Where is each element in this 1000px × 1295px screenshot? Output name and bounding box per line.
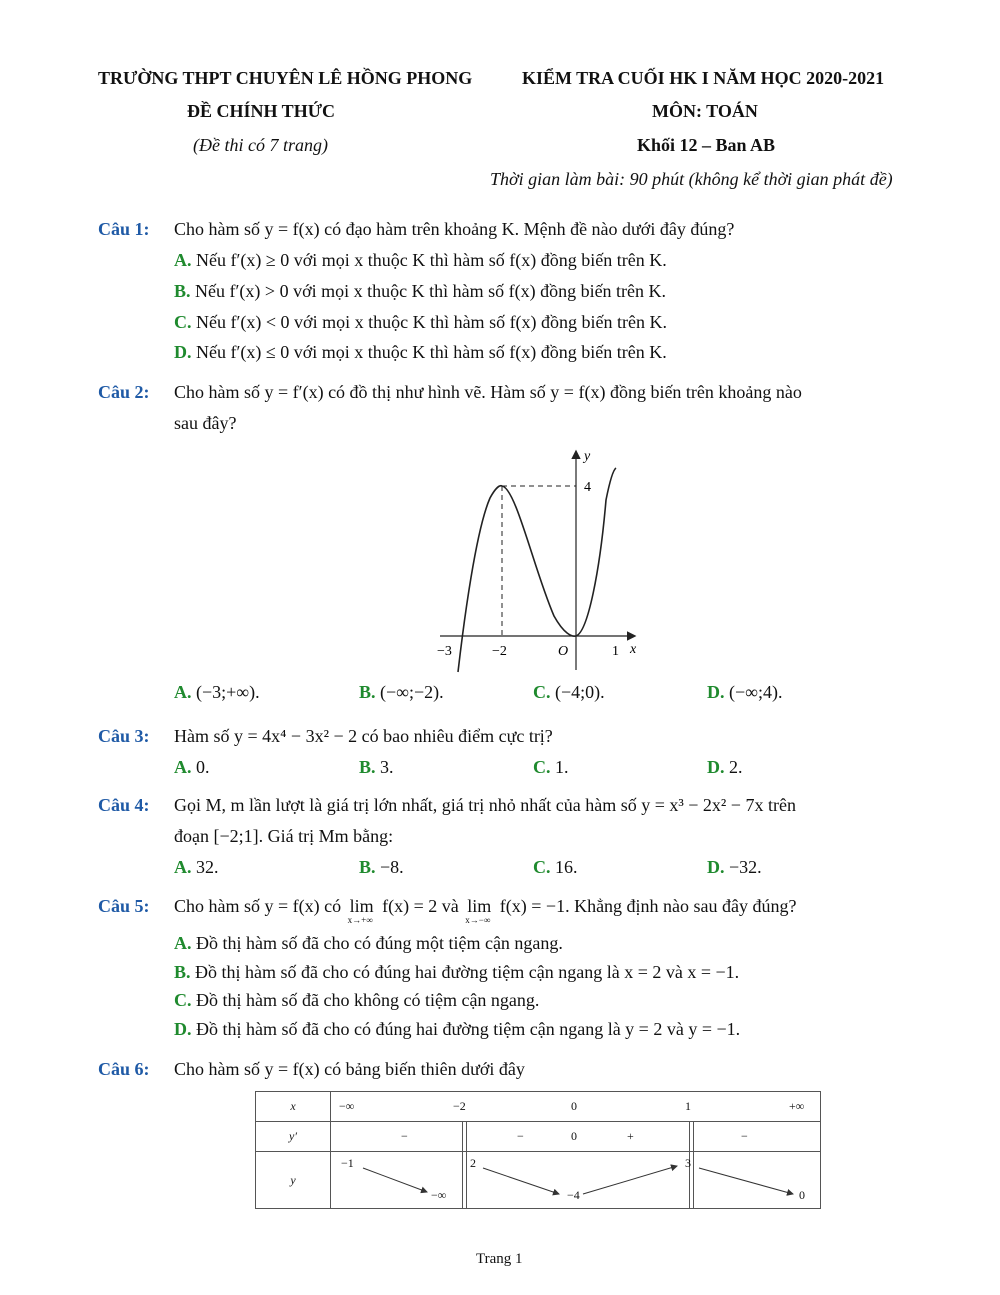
question-5-option-a[interactable]: A. Đồ thị hàm số đã cho có đúng một tiệm cận ngang. xyxy=(174,933,563,953)
y-value-3: 3 xyxy=(685,1156,691,1170)
page-count-note: (Đề thi có 7 trang) xyxy=(193,135,328,155)
question-4-option-b[interactable]: B. −8. xyxy=(359,857,404,877)
question-4-stem-line2: đoạn [−2;1]. Giá trị Mm bằng: xyxy=(174,826,394,846)
question-2-option-c[interactable]: C. (−4;0). xyxy=(533,682,605,702)
x-value-pos-inf: +∞ xyxy=(789,1099,805,1113)
limit-1: lim xyxy=(349,896,374,916)
yprime-zero: 0 xyxy=(571,1129,577,1143)
question-3-option-a[interactable]: A. 0. xyxy=(174,757,210,777)
question-4-option-c[interactable]: C. 16. xyxy=(533,857,578,877)
question-2-stem-line2: sau đây? xyxy=(174,413,237,433)
subject-label: MÔN: TOÁN xyxy=(652,101,758,121)
question-5-option-c[interactable]: C. Đồ thị hàm số đã cho không có tiệm cận ngang. xyxy=(174,990,540,1010)
question-6-stem: Cho hàm số y = f(x) có bảng biến thiên dưới đây xyxy=(174,1059,525,1079)
limit-2-subscript: x→−∞ xyxy=(465,915,491,925)
question-5-option-b[interactable]: B. Đồ thị hàm số đã cho có đúng hai đường tiệm cận ngang là x = 2 và x = −1. xyxy=(174,962,740,982)
y-row xyxy=(331,1152,821,1209)
y-value-minus-4: −4 xyxy=(567,1188,580,1202)
time-note: Thời gian làm bài: 90 phút (không kể thời gian phát đề) xyxy=(490,169,893,189)
y-tick-4: 4 xyxy=(584,480,591,495)
arrow-decrease-3 xyxy=(699,1168,793,1194)
derivative-curve xyxy=(458,468,616,672)
y-value-2: 2 xyxy=(470,1156,476,1170)
question-2-option-d[interactable]: D. (−∞;4). xyxy=(707,682,783,702)
question-3-option-b[interactable]: B. 3. xyxy=(359,757,394,777)
origin-label: O xyxy=(558,644,569,659)
limit-1-subscript: x→+∞ xyxy=(347,915,373,925)
question-4-label: Câu 4: xyxy=(98,795,150,815)
variation-table xyxy=(255,1091,821,1209)
arrow-decrease-1 xyxy=(363,1168,427,1192)
x-value-minus-2: −2 xyxy=(453,1099,466,1113)
question-2-option-b[interactable]: B. (−∞;−2). xyxy=(359,682,444,702)
question-5-label: Câu 5: xyxy=(98,896,150,916)
question-1-stem: Cho hàm số y = f(x) có đạo hàm trên khoảng K. Mệnh đề nào dưới đây đúng? xyxy=(174,219,735,239)
question-6-label: Câu 6: xyxy=(98,1059,150,1079)
variation-arrows xyxy=(331,1152,821,1209)
question-2-stem-line1: Cho hàm số y = f′(x) có đồ thị như hình vẽ. Hàm số y = f(x) đồng biến trên khoảng nào xyxy=(174,382,802,402)
x-axis-label: x xyxy=(630,642,637,657)
school-name: TRƯỜNG THPT CHUYÊN LÊ HỒNG PHONG xyxy=(98,68,473,88)
row-label-y: y xyxy=(256,1152,331,1209)
x-tick-minus-3: −3 xyxy=(437,644,452,659)
y-value-0: 0 xyxy=(799,1188,805,1202)
question-2-label: Câu 2: xyxy=(98,382,150,402)
x-value-neg-inf: −∞ xyxy=(339,1099,355,1113)
question-3-stem: Hàm số y = 4x⁴ − 3x² − 2 có bao nhiêu điểm cực trị? xyxy=(174,726,553,746)
question-4-option-a[interactable]: A. 32. xyxy=(174,857,219,877)
question-1-option-c[interactable]: C. Nếu f′(x) < 0 với mọi x thuộc K thì hàm số f(x) đồng biến trên K. xyxy=(174,312,668,332)
exam-title: KIỂM TRA CUỐI HK I NĂM HỌC 2020-2021 xyxy=(522,68,885,88)
page-number: Trang 1 xyxy=(476,1251,523,1267)
question-4-stem-line1: Gọi M, m lần lượt là giá trị lớn nhất, giá trị nhỏ nhất của hàm số y = x³ − 2x² − 7x trên xyxy=(174,795,796,815)
limit-2: lim xyxy=(467,896,492,916)
derivative-graph xyxy=(430,440,650,675)
question-5-option-d[interactable]: D. Đồ thị hàm số đã cho có đúng hai đường tiệm cận ngang là y = 2 và y = −1. xyxy=(174,1019,741,1039)
yprime-sign-4: − xyxy=(741,1129,748,1143)
x-tick-minus-2: −2 xyxy=(492,644,507,659)
x-tick-1: 1 xyxy=(612,644,619,659)
yprime-sign-1: − xyxy=(401,1129,408,1143)
question-1-option-b[interactable]: B. Nếu f′(x) > 0 với mọi x thuộc K thì hàm số f(x) đồng biến trên K. xyxy=(174,281,667,301)
arrow-increase xyxy=(583,1166,677,1194)
grade-label: Khối 12 – Ban AB xyxy=(637,135,776,155)
y-axis-label: y xyxy=(584,449,591,464)
yprime-sign-2: − xyxy=(517,1129,524,1143)
yprime-row xyxy=(331,1122,821,1152)
official-label: ĐỀ CHÍNH THỨC xyxy=(187,101,336,121)
arrow-decrease-2 xyxy=(483,1168,559,1194)
question-1-label: Câu 1: xyxy=(98,219,150,239)
question-1-option-a[interactable]: A. Nếu f′(x) ≥ 0 với mọi x thuộc K thì hàm số f(x) đồng biến trên K. xyxy=(174,250,667,270)
y-value-neg-inf: −∞ xyxy=(431,1188,447,1202)
question-3-label: Câu 3: xyxy=(98,726,150,746)
question-3-option-c[interactable]: C. 1. xyxy=(533,757,569,777)
x-value-0: 0 xyxy=(571,1099,577,1113)
row-label-x: x xyxy=(256,1092,331,1122)
question-4-option-d[interactable]: D. −32. xyxy=(707,857,762,877)
row-label-yprime: y′ xyxy=(256,1122,331,1152)
question-5-stem: Cho hàm số y = f(x) có lim x→+∞ f(x) = 2 và lim x→−∞ f(x) = −1. Khẳng định nào sau đây đúng? xyxy=(174,896,797,925)
question-1-option-d[interactable]: D. Nếu f′(x) ≤ 0 với mọi x thuộc K thì hàm số f(x) đồng biến trên K. xyxy=(174,342,667,362)
yprime-sign-3: + xyxy=(627,1129,634,1143)
question-3-option-d[interactable]: D. 2. xyxy=(707,757,743,777)
x-row xyxy=(331,1092,821,1122)
question-2-option-a[interactable]: A. (−3;+∞). xyxy=(174,682,260,702)
x-value-1: 1 xyxy=(685,1099,691,1113)
y-value-minus-1: −1 xyxy=(341,1156,354,1170)
